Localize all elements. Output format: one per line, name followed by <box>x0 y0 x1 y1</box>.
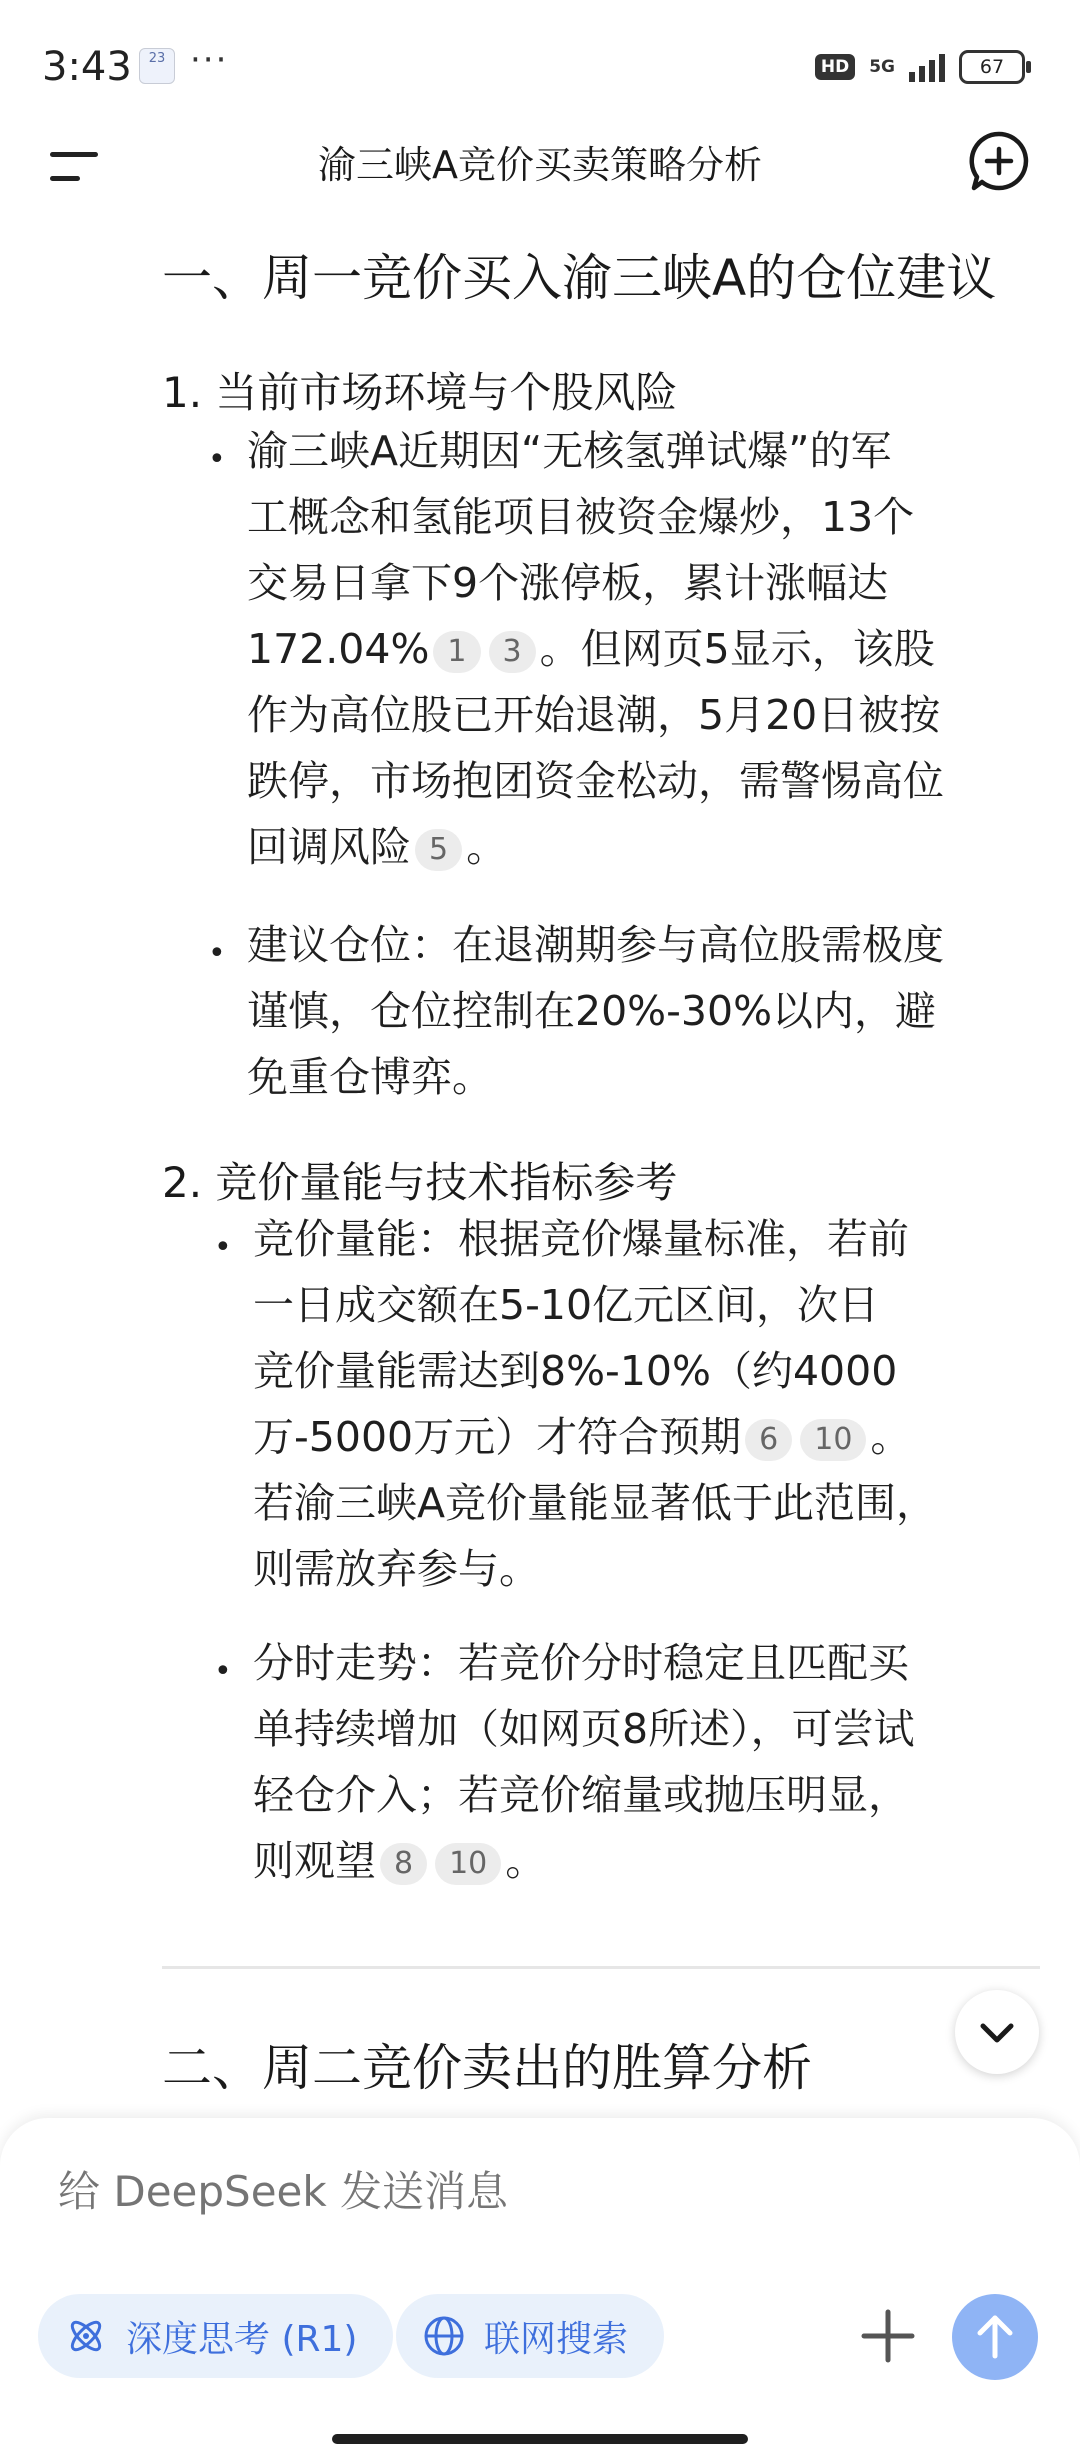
citation-badge[interactable]: 5 <box>415 829 462 871</box>
subheading-2: 2. 竞价量能与技术指标参考 <box>162 1158 678 1207</box>
bullet-paragraph <box>247 912 944 1110</box>
status-indicators <box>815 50 1025 84</box>
status-time: 3:43 <box>42 44 132 90</box>
text-line: 作为高位股已开始退潮，5月20日被按 <box>247 691 941 739</box>
text-line: 单持续增加（如网页8所述），可尝试 <box>253 1705 915 1753</box>
citation-badge[interactable]: 8 <box>380 1843 427 1885</box>
hd-badge: HD <box>815 54 855 80</box>
text-line: 谨慎，仓位控制在20%-30%以内，避 <box>247 987 937 1035</box>
text-line <box>253 1828 915 1894</box>
text-line: 跌停，市场抱团资金松动，需警惕高位 <box>247 757 944 805</box>
globe-icon <box>422 2314 466 2358</box>
citation-badge[interactable]: 6 <box>745 1419 792 1461</box>
text-span: 。 <box>466 823 508 871</box>
text-line: 若渝三峡A竞价量能显著低于此范围， <box>253 1479 938 1527</box>
bullet-marker: • <box>214 1230 232 1265</box>
attach-button[interactable] <box>852 2300 924 2372</box>
subheading-1: 1. 当前市场环境与个股风险 <box>162 368 678 417</box>
text-line: 一日成交额在5-10亿元区间，次日 <box>253 1281 880 1329</box>
signal-icon <box>909 52 945 82</box>
text-line: 竞价量能：根据竞价爆量标准，若前 <box>253 1215 909 1263</box>
text-line: 渝三峡A近期因“无核氢弹试爆”的军 <box>247 427 892 475</box>
bullet-marker: • <box>208 936 226 971</box>
deep-think-label: 深度思考 (R1) <box>126 2318 358 2360</box>
bullet-marker: • <box>214 1654 232 1689</box>
text-span: 则观望 <box>253 1837 376 1885</box>
citation-badge[interactable]: 1 <box>433 631 480 673</box>
arrow-up-icon <box>952 2294 1038 2380</box>
text-span: 。 <box>505 1837 547 1885</box>
web-search-toggle[interactable] <box>396 2294 664 2378</box>
calendar-icon: 23 <box>139 48 175 84</box>
plus-icon <box>852 2300 924 2372</box>
text-line: 则需放弃参与。 <box>253 1545 540 1593</box>
new-chat-icon[interactable] <box>968 130 1030 192</box>
text-line <box>247 616 944 682</box>
text-line: 轻仓介入；若竞价缩量或抛压明显， <box>253 1771 909 1819</box>
text-line: 免重仓博弈。 <box>247 1053 493 1101</box>
text-span: 回调风险 <box>247 823 411 871</box>
web-search-label: 联网搜索 <box>484 2318 629 2360</box>
home-indicator <box>332 2434 748 2444</box>
atom-icon <box>64 2314 108 2358</box>
bullet-paragraph <box>253 1206 937 1602</box>
bullet-paragraph <box>253 1630 915 1894</box>
text-line: 建议仓位：在退潮期参与高位股需极度 <box>247 921 944 969</box>
text-line: 竞价量能需达到8%-10%（约4000 <box>253 1347 898 1395</box>
status-bar <box>0 0 1080 130</box>
citation-badge[interactable]: 10 <box>800 1419 866 1461</box>
message-input[interactable] <box>56 2166 960 2217</box>
citation-badge[interactable]: 10 <box>435 1843 501 1885</box>
text-span: 172.04% <box>247 625 430 673</box>
text-span: 万-5000万元）才符合预期 <box>253 1413 742 1461</box>
section-heading-2: 二、周二竞价卖出的胜算分析 <box>162 2039 812 2097</box>
send-button[interactable] <box>952 2294 1038 2380</box>
app-header <box>0 130 1080 240</box>
citation-badge[interactable]: 3 <box>489 631 536 673</box>
deep-think-toggle[interactable] <box>38 2294 393 2378</box>
scroll-to-bottom-button[interactable] <box>955 1990 1039 2074</box>
text-line <box>253 1404 937 1470</box>
bullet-paragraph <box>247 418 944 880</box>
text-line: 分时走势：若竞价分时稳定且匹配买 <box>253 1639 909 1687</box>
section-divider <box>162 1966 1040 1969</box>
text-line: 工概念和氢能项目被资金爆炒，13个 <box>247 493 915 541</box>
network-label: 5G <box>869 57 895 77</box>
battery-icon: 67 <box>959 50 1025 84</box>
more-notifications-icon: ··· <box>190 40 229 80</box>
bullet-marker: • <box>208 442 226 477</box>
chevron-down-icon <box>955 1990 1039 2074</box>
section-heading-1: 一、周一竞价买入渝三峡A的仓位建议 <box>162 249 997 307</box>
message-composer <box>0 2118 1080 2460</box>
text-span: 。但网页5显示，该股 <box>539 625 935 673</box>
page-title: 渝三峡A竞价买卖策略分析 <box>318 143 762 187</box>
text-line <box>247 814 944 880</box>
text-line: 交易日拿下9个涨停板，累计涨幅达 <box>247 559 889 607</box>
text-span: 。 <box>870 1413 912 1461</box>
